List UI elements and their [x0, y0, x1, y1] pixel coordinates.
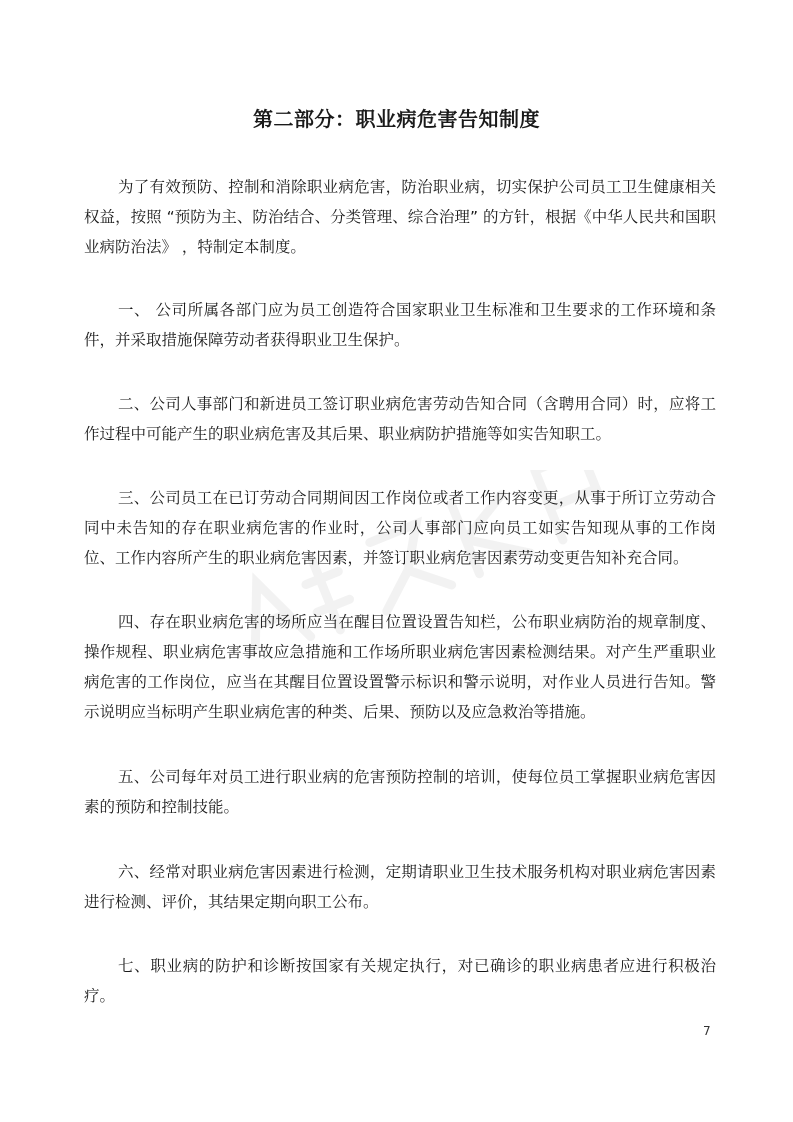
- clause-1-paragraph: 一、 公司所属各部门应为员工创造符合国家职业卫生标准和卫生要求的工作环境和条件，并采取措施保障劳动者获得职业卫生保护。: [84, 301, 716, 349]
- clause-6-paragraph: 六、经常对职业病危害因素进行检测，定期请职业卫生技术服务机构对职业病危害因素进行检测、评价，其结果定期向职工公布。: [84, 863, 716, 911]
- intro-paragraph: 为了有效预防、控制和消除职业病危害，防治职业病，切实保护公司员工卫生健康相关权益，按照 “预防为主、防治结合、分类管理、综合治理” 的方针，根据《中华人民共和国职业病防治法》 ，特制定本制度。: [84, 178, 716, 256]
- page-number: 7: [703, 1024, 711, 1038]
- clause-4-paragraph: 四、存在职业病危害的场所应当在醒目位置设置告知栏，公布职业病防治的规章制度、操作规程、职业病危害事故应急措施和工作场所职业病危害因素检测结果。对产生严重职业病危害的工作岗位，应当在其醒目位置设置警示标识和警示说明，对作业人员进行告知。警示说明应当标明产生职业病危害的种类、后果、预防以及应急救治等措施。: [84, 613, 716, 721]
- clause-5-paragraph: 五、公司每年对员工进行职业病的危害预防控制的培训，使每位员工掌握职业病危害因素的预防和控制技能。: [84, 768, 716, 816]
- page-title: 第二部分：职业病危害告知制度: [253, 107, 540, 131]
- clause-7-paragraph: 七、职业病的防护和诊断按国家有关规定执行，对已确诊的职业病患者应进行积极治疗。: [84, 957, 716, 1005]
- clause-2-paragraph: 二、公司人事部门和新进员工签订职业病危害劳动告知合同（含聘用合同）时，应将工作过程中可能产生的职业病危害及其后果、职业病防护措施等如实告知职工。: [84, 395, 716, 443]
- clause-3-paragraph: 三、公司员工在已订劳动合同期间因工作岗位或者工作内容变更，从事于所订立劳动合同中未告知的存在职业病危害的作业时，公司人事部门应向员工如实告知现从事的工作岗位、工作内容所产生的职业病危害因素，并签订职业病危害因素劳动变更告知补充合同。: [84, 489, 716, 567]
